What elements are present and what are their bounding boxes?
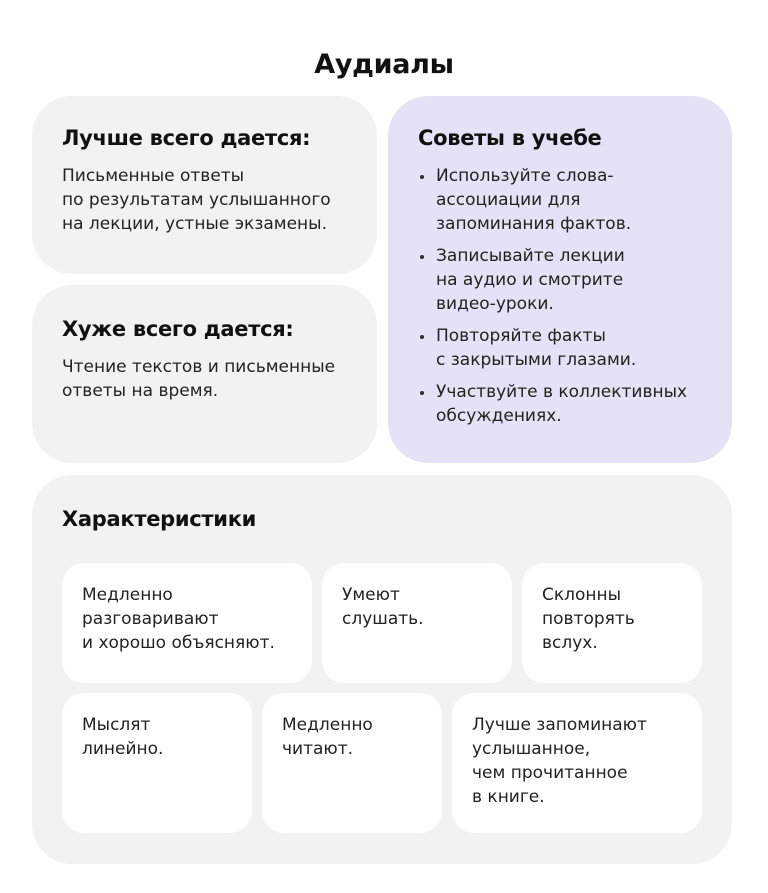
tip-item — [418, 244, 716, 316]
bullet-icon — [420, 335, 424, 339]
tips-heading: Советы в учебе — [418, 126, 602, 150]
page-title: Аудиалы — [314, 49, 454, 81]
tips-card — [388, 96, 732, 463]
tip-item — [418, 324, 716, 372]
bullet-icon — [420, 391, 424, 395]
trait-card: Мыслят линейно. — [62, 693, 252, 833]
tip-text: Участвуйте в коллективных обсуждениях. — [436, 382, 688, 426]
worst-text: Чтение текстов и письменные ответы на время. — [62, 357, 336, 401]
bullet-icon — [420, 175, 424, 179]
trait-card: Умеют слушать. — [322, 563, 512, 683]
tip-text: Повторяйте факты с закрытыми глазами. — [436, 326, 637, 370]
best-heading: Лучше всего дается: — [62, 126, 311, 150]
tip-text: Используйте слова- ассоциации для запоминания фактов. — [436, 166, 632, 234]
tip-text: Записывайте лекции на аудио и смотрите видео-уроки. — [436, 246, 625, 314]
tip-item — [418, 164, 716, 236]
best-card — [32, 96, 377, 274]
worst-card — [32, 285, 377, 463]
trait-card: Склонны повторять вслух. — [522, 563, 702, 683]
bullet-icon — [420, 255, 424, 259]
best-text: Письменные ответы по результатам услышанного на лекции, устные экзамены. — [62, 166, 331, 234]
worst-heading: Хуже всего дается: — [62, 317, 294, 341]
trait-card: Медленно разговаривают и хорошо объясняют. — [62, 563, 312, 683]
trait-card: Медленно читают. — [262, 693, 442, 833]
trait-card: Лучше запоминают услышанное, чем прочитанное в книге. — [452, 693, 702, 833]
traits-heading: Характеристики — [62, 507, 257, 531]
tips-list — [418, 164, 716, 428]
tip-item — [418, 380, 716, 428]
traits-card — [32, 475, 732, 864]
